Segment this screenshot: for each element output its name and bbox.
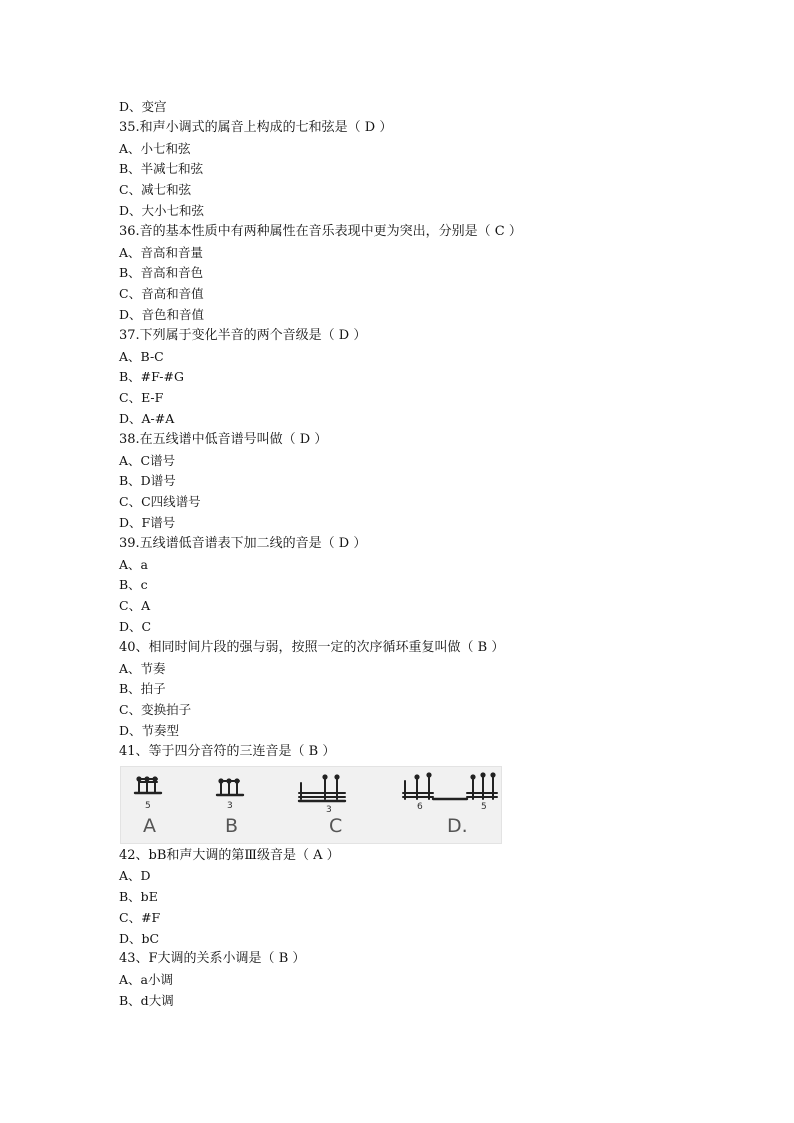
answer-option: C、减七和弦 [119,182,192,198]
answer-option: A、音高和音量 [119,244,204,260]
answer-option: B、d大调 [119,993,174,1009]
answer-option: B、bE [119,889,158,905]
answer-option: B、拍子 [119,681,166,697]
tuplet-number-a: 5 [145,800,151,811]
question-text: 36.音的基本性质中有两种属性在音乐表现中更为突出，分别是（ C ） [119,223,522,239]
answer-option: D、A-#A [119,410,175,426]
answer-option: A、C谱号 [119,452,176,468]
question-text: 41、等于四分音符的三连音是（ B ） [119,743,336,759]
answer-option: A、a小调 [119,972,173,988]
answer-option: A、a [119,556,148,572]
tuplet-number-c: 3 [326,804,332,815]
answer-option: C、#F [119,909,161,925]
answer-option: D、F谱号 [119,514,176,530]
answer-option: C、音高和音值 [119,286,204,302]
answer-option: D、大小七和弦 [119,202,205,218]
question-text: 35.和声小调式的属音上构成的七和弦是（ D ） [119,119,393,135]
answer-option: B、半减七和弦 [119,161,204,177]
question-text: 42、bB和声大调的第Ⅲ级音是（ A ） [119,847,340,863]
text-block-before-figure [119,97,739,763]
figure-label-c: C [329,814,343,837]
figure-label-b: B [225,814,239,837]
answer-option: D、变宫 [119,99,167,114]
question-text: 37.下列属于变化半音的两个音级是（ D ） [119,327,367,343]
answer-option: D、节奏型 [119,722,180,738]
tuplet-number-d2: 5 [481,801,487,812]
tuplet-number-b: 3 [227,800,233,811]
answer-option: C、E-F [119,390,164,406]
figure-label-a: A [143,814,156,837]
answer-option: A、节奏 [119,660,166,676]
answer-option: D、音色和音值 [119,306,205,322]
answer-option: C、变换拍子 [119,702,192,718]
answer-option: A、B-C [119,348,164,364]
tuplet-number-d1: 6 [417,801,423,812]
document-page [119,97,739,1012]
triplet-notation-figure [120,766,502,844]
answer-option: A、D [119,868,151,884]
question-text: 43、F大调的关系小调是（ B ） [119,951,306,967]
option-c-notation [299,777,345,801]
answer-option: D、C [119,618,152,634]
answer-option: B、c [119,577,148,593]
answer-option: A、小七和弦 [119,140,191,156]
answer-option: B、音高和音色 [119,265,204,281]
question-text: 38.在五线谱中低音谱号叫做（ D ） [119,431,328,447]
answer-option: D、bC [119,930,160,946]
question-text: 40、相同时间片段的强与弱，按照一定的次序循环重复叫做（ B ） [119,639,505,655]
text-block-after-figure [119,846,739,1012]
figure-label-d: D. [447,814,468,837]
answer-option: C、A [119,598,151,614]
answer-option: B、D谱号 [119,473,176,489]
question-text: 39.五线谱低音谱表下加二线的音是（ D ） [119,535,367,551]
answer-option: C、C四线谱号 [119,494,201,510]
answer-option: B、#F-#G [119,369,184,385]
rhythm-notation-drawing [121,767,503,845]
